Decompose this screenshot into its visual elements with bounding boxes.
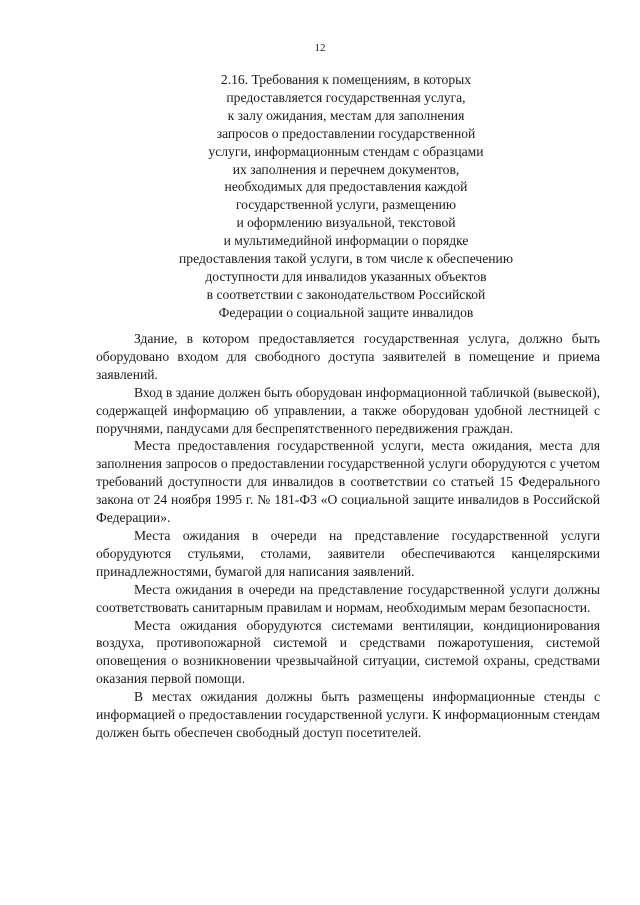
heading-line: Федерации о социальной защите инвалидов <box>218 304 474 320</box>
heading-line: запросов о предоставлении государственной <box>216 125 476 141</box>
heading-line: и мультимедийной информации о порядке <box>223 233 469 249</box>
heading-line: государственной услуги, размещению <box>235 197 457 213</box>
heading-line: 2.16. Требования к помещениям, в которых <box>220 72 472 87</box>
paragraph-building-entrance: Здание, в котором предоставляется государственная услуга, должно быть оборудовано входом для свободного доступа заявителей в помещение и приема заявлений. <box>96 331 600 382</box>
heading-line: необходимых для предоставления каждой <box>224 179 468 195</box>
heading-line: доступности для инвалидов указанных объектов <box>205 268 487 284</box>
heading-line: к залу ожидания, местам для заполнения <box>227 107 465 123</box>
paragraph-accessibility: Места предоставления государственной услуги, места ожидания, места для заполнения запросов о предоставлении государственной услуги оборудуются с учетом требований доступности для инвалидов в соответствии со статьей 15 Федерального закона от 24 ноября 1995 г. № 181-ФЗ «О социальной защите инвалидов в Российской Федерации». <box>96 438 600 526</box>
heading-line: и оформлению визуальной, текстовой <box>236 215 456 231</box>
heading-line: их заполнения и перечнем документов, <box>232 161 460 177</box>
paragraph-waiting-furniture: Места ожидания в очереди на представление государственной услуги оборудуются стульями, столами, заявители обеспечиваются канцелярскими принадлежностями, бумагой для написания заявлений. <box>96 527 600 579</box>
paragraph-entrance-equipment: Вход в здание должен быть оборудован информационной табличкой (вывеской), содержащей информацию об управлении, а также оборудован удобной лестницей с поручнями, пандусами для беспрепятственного передвижения граждан. <box>96 384 600 436</box>
heading-line: в соответствии с законодательством Российской <box>206 286 486 302</box>
paragraph-safety-systems: Места ожидания оборудуются системами вентиляции, кондиционирования воздуха, противопожарной системой и средствами пожаротушения, системой оповещения о возникновении чрезвычайной ситуации, системой охраны, средствами оказания первой помощи. <box>96 617 600 687</box>
body-text <box>96 330 600 742</box>
heading-line: предоставления такой услуги, в том числе к обеспечению <box>179 251 513 267</box>
section-heading <box>96 71 596 322</box>
page-number: 12 <box>314 42 326 54</box>
paragraph-info-stands: В местах ожидания должны быть размещены информационные стенды с информацией о предоставлении государственной услуги. К информационным стендам должен быть обеспечен свободный доступ посетителей. <box>96 689 600 740</box>
heading-line: предоставляется государственная услуга, <box>226 89 466 105</box>
paragraph-sanitary-rules: Места ожидания в очереди на представление государственной услуги должны соответствовать санитарным правилам и нормам, необходимым мерам безопасности. <box>96 581 600 615</box>
heading-line: услуги, информационным стендам с образцами <box>208 143 484 159</box>
